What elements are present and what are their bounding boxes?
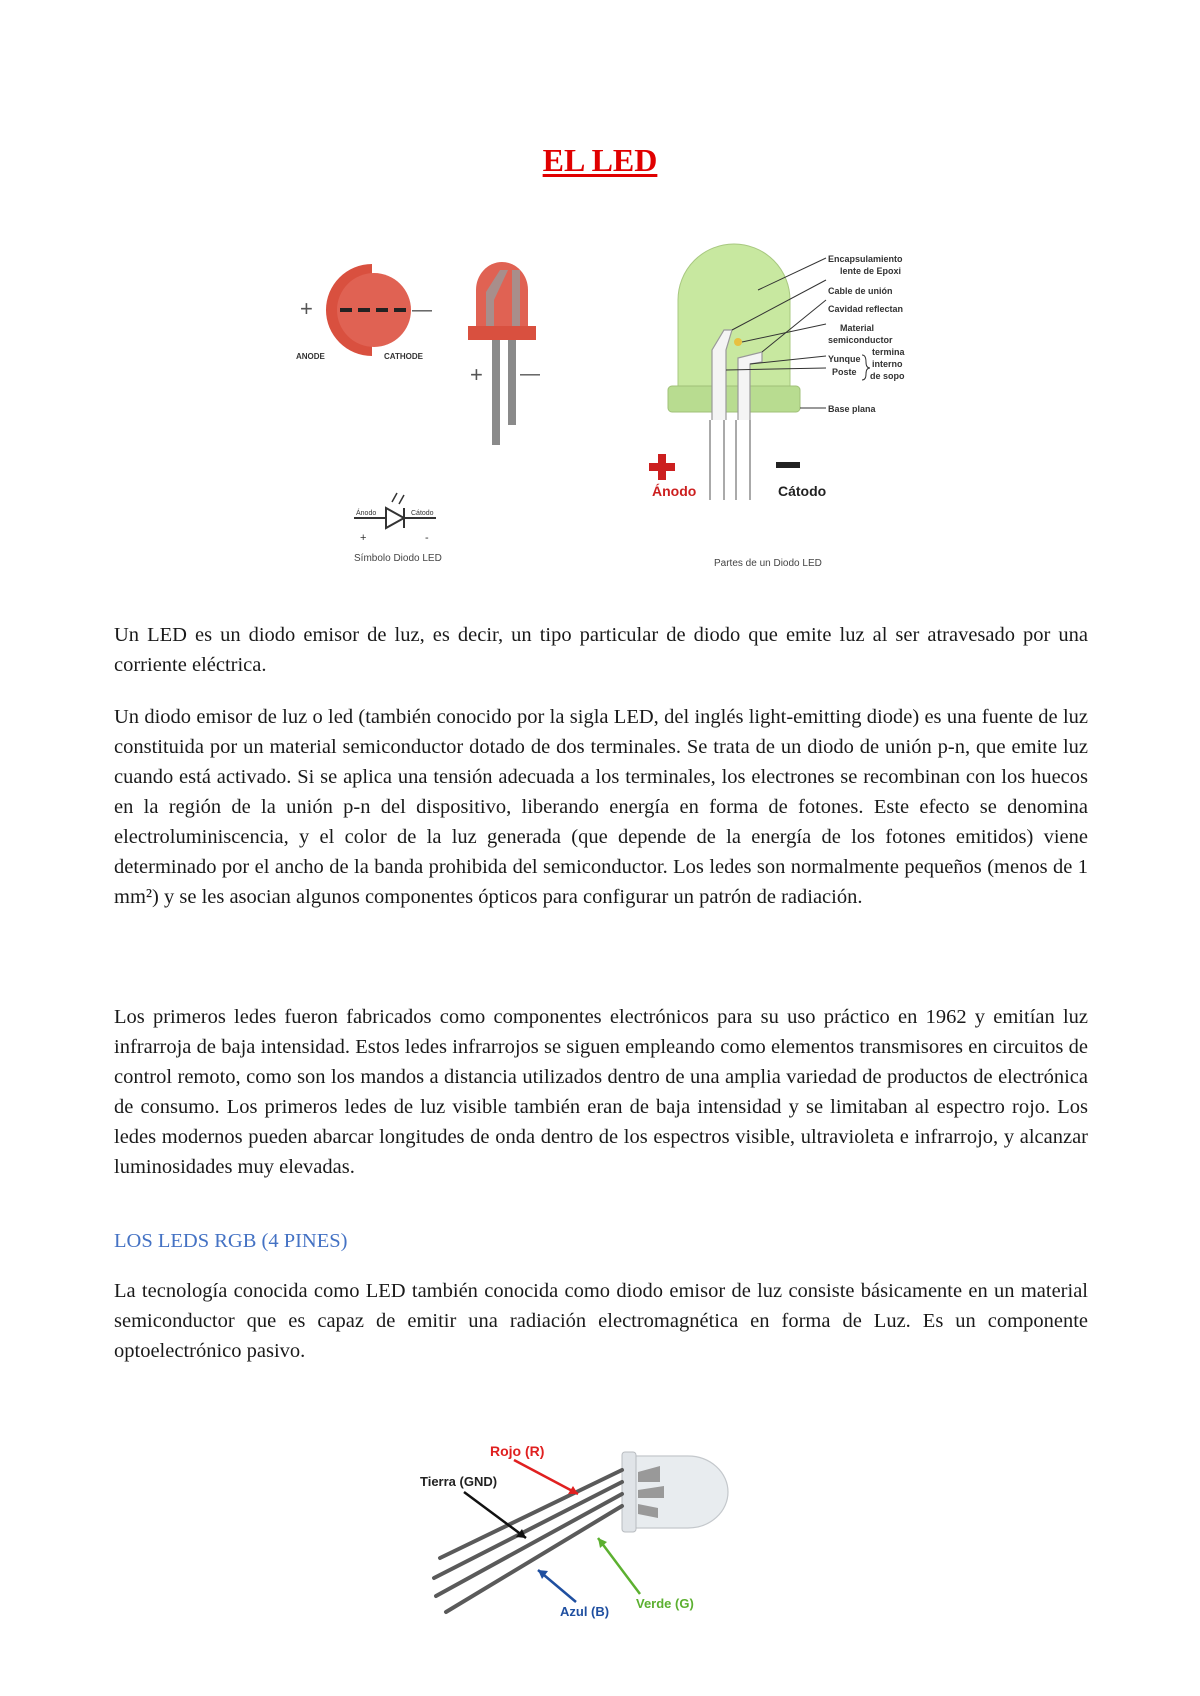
front-minus-label: — [412,299,432,321]
cathode-label: CATHODE [384,352,423,361]
symbol-caption: Símbolo Diodo LED [354,553,442,564]
led-diagram-figure [280,240,920,585]
part-label-yunque: Yunque [828,354,861,364]
part-label-termina: termina [872,347,905,357]
rgb-led-figure [420,1438,800,1624]
side-plus-label: + [470,362,483,387]
part-label-cable: Cable de unión [828,286,893,296]
symbol-anode-label: Ánodo [356,510,377,517]
part-label-cavidad: Cavidad reflectan [828,304,904,314]
section-heading-rgb: LOS LEDS RGB (4 PINES) [114,1230,348,1252]
symbol-minus-label: - [425,532,429,544]
led-front-view [296,264,432,361]
paragraph-history: Los primeros ledes fueron fabricados como componentes electrónicos para su uso práctico en 1962 y emitían luz infrarroja de baja intensidad. Estos ledes infrarrojos se siguen empleando como elementos transmisores en circuitos de control remoto, como son los mandos a distancia utilizados dentro de una amplia variedad de productos de electrónica de consumo. Los primeros ledes de luz visible también eran de baja intensidad y se limitaban al espectro rojo. Los ledes modernos pueden abarcar longitudes de onda dentro de los espectros visible, ultravioleta e infrarrojo, y alcanzar luminosidades muy elevadas. [114,1006,1088,1178]
symbol-plus-label: + [360,532,367,544]
red-pin-label: Rojo (R) [490,1443,545,1459]
led-parts-diagram [649,244,906,569]
part-label-base-plana: Base plana [828,404,876,414]
part-label-de-sopo: de sopo [870,371,905,381]
part-label-semiconductor: semiconductor [828,335,893,345]
part-label-poste: Poste [832,367,857,377]
ground-pin-label: Tierra (GND) [420,1474,498,1489]
parts-cathode-label: Cátodo [778,483,827,499]
front-plus-label: + [300,296,313,321]
green-pin-label: Verde (G) [636,1596,694,1611]
parts-anode-label: Ánodo [652,483,697,499]
part-label-material: Material [840,323,875,333]
symbol-cathode-label: Cátodo [411,510,434,517]
led-schematic-symbol [354,493,442,564]
parts-caption: Partes de un Diodo LED [714,558,822,569]
part-label-encapsulamiento: Encapsulamiento [828,254,903,264]
page-title: EL LED [542,142,658,178]
paragraph-intro: Un LED es un diodo emisor de luz, es decir, un tipo particular de diodo que emite luz al ser atravesado por una corriente eléctrica. [114,624,1088,676]
anode-label: ANODE [296,352,325,361]
side-minus-label: — [520,363,540,385]
part-label-lente: lente de Epoxi [840,266,902,276]
led-side-view [468,262,540,445]
paragraph-definition: Un diodo emisor de luz o led (también conocido por la sigla LED, del inglés light-emitting diode) es una fuente de luz constituida por un material semiconductor dotado de dos terminales. Se trata de un diodo de unión p-n, que emite luz cuando está activado. Si se aplica una tensión adecuada a los terminales, los electrones se recombinan con los huecos en la región de la unión p-n del dispositivo, liberando energía en forma de fotones. Este efecto se denomina electroluminiscencia, y el color de la luz generada (que depende de la energía de los fotones emitidos) viene determinado por el ancho de la banda prohibida del semiconductor. Los ledes son normalmente pequeños (menos de 1 mm²) y se les asocian algunos componentes ópticos para configurar un patrón de radiación. [114,706,1088,908]
part-label-interno: interno [872,359,903,369]
blue-pin-label: Azul (B) [560,1604,610,1619]
paragraph-rgb: La tecnología conocida como LED también conocida como diodo emisor de luz consiste básicamente en un material semiconductor que es capaz de emitir una radiación electromagnética en forma de Luz. Es un componente optoelectrónico pasivo. [114,1280,1088,1362]
